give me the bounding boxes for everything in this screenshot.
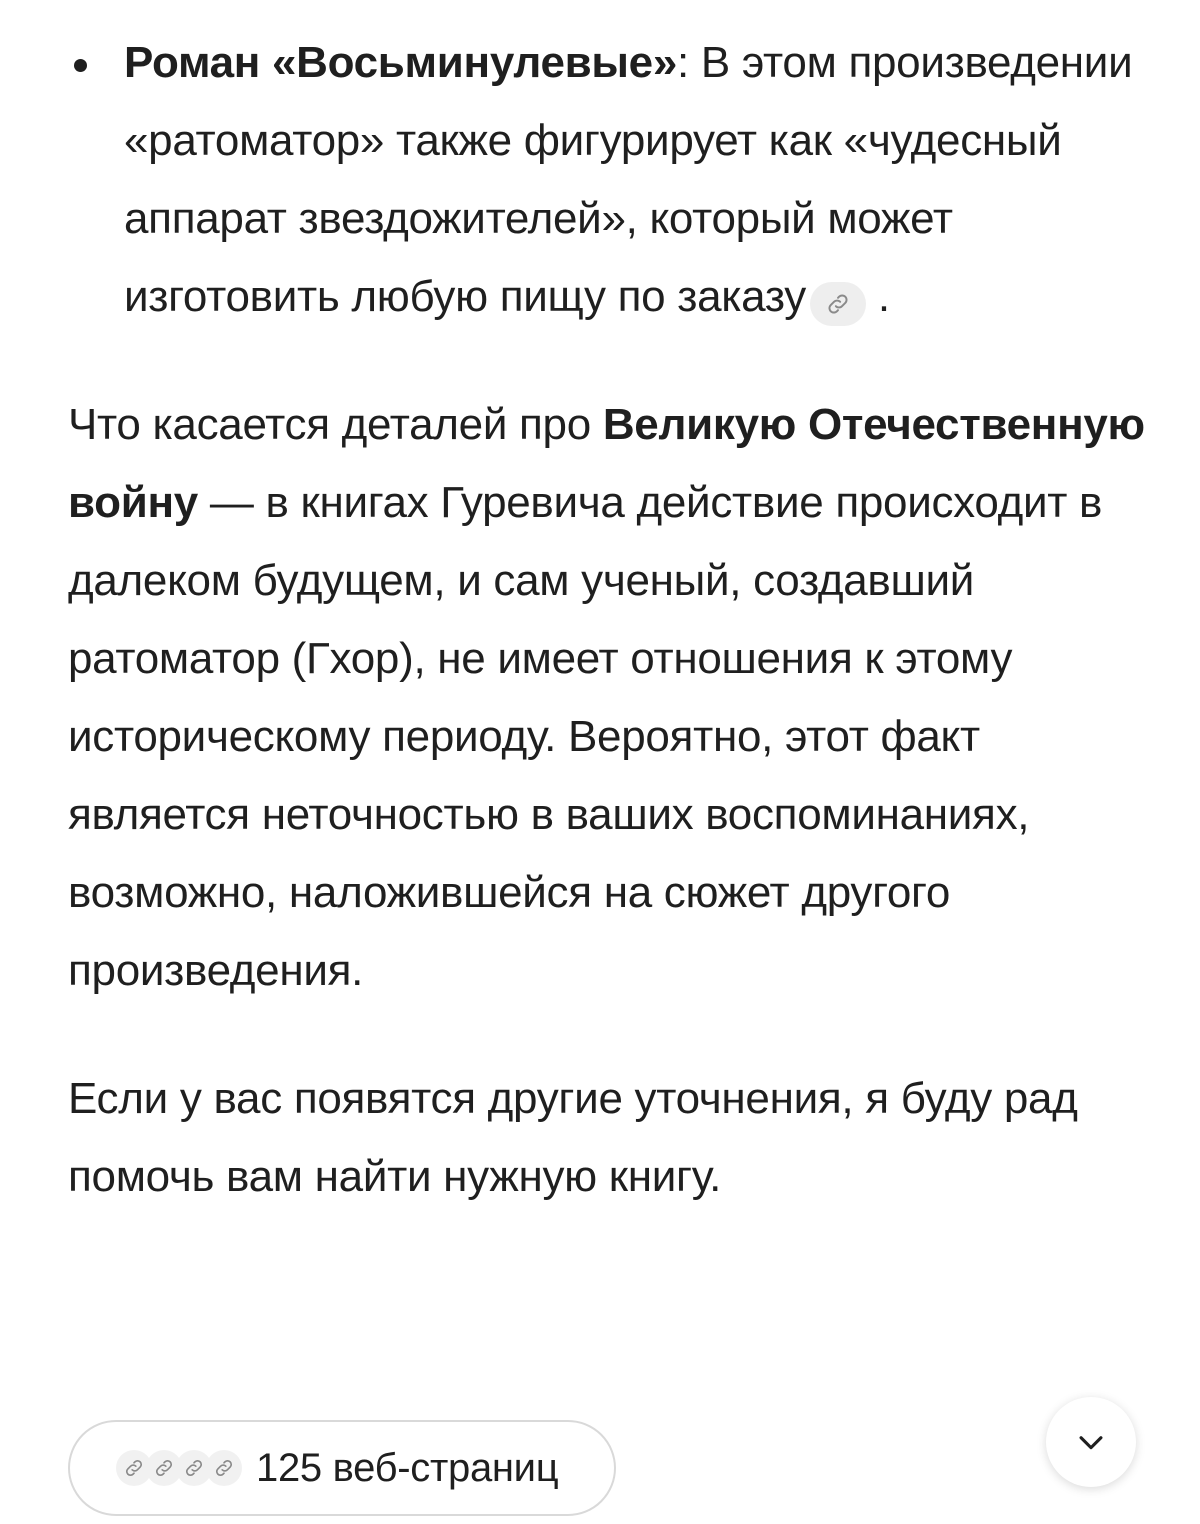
sources-label: 125 веб-страниц <box>256 1445 559 1490</box>
bullet-dot <box>74 59 87 72</box>
paragraph-closing <box>68 1060 1148 1216</box>
answer-content <box>68 24 1148 1216</box>
scroll-down-button[interactable] <box>1046 1397 1136 1487</box>
link-icon <box>825 291 851 317</box>
bullet-end: . <box>877 272 890 321</box>
paragraph-rest: — в книгах Гуревича действие происходит в далеком будущем, и сам ученый, создавший ратоматор (Гхор), не имеет отношения к этому историческому периоду. Вероятно, этот факт является неточностью в ваших воспоминаниях, возможно, наложившейся на сюжет другого произведения. <box>68 478 1103 995</box>
closing-text: Если у вас появятся другие уточнения, я буду рад помочь вам найти нужную книгу. <box>68 1074 1078 1201</box>
list-item <box>68 24 1148 336</box>
source-icons <box>116 1450 236 1486</box>
bullet-colon: : <box>677 38 689 87</box>
citation-link-button[interactable] <box>810 282 866 326</box>
link-icon <box>206 1450 242 1486</box>
sources-button[interactable] <box>68 1420 616 1516</box>
paragraph-war-details <box>68 386 1148 1010</box>
bullet-text: В этом произведении «ратоматор» также фигурирует как «чудесный аппарат звездожителей», который может изготовить любую пищу по заказу <box>124 38 1133 321</box>
paragraph-bold: Великую Отечественную войну <box>68 400 1145 527</box>
bullet-title: Роман «Восьминулевые» <box>124 38 678 87</box>
paragraph-lead: Что касается деталей про <box>68 400 603 449</box>
chevron-down-icon <box>1074 1425 1108 1459</box>
